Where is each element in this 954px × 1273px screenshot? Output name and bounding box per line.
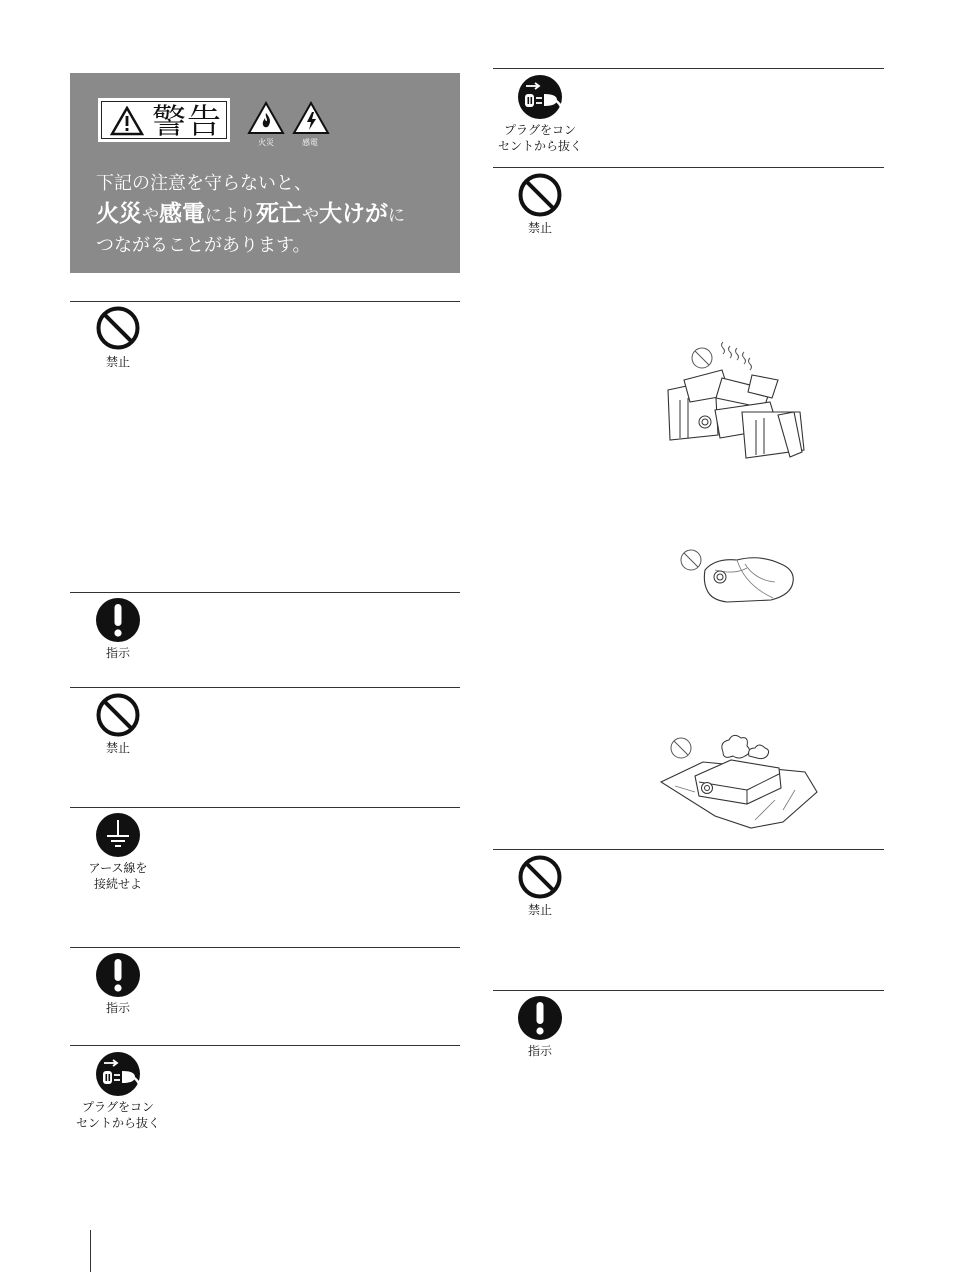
warning-banner [70, 73, 460, 273]
instruction-icon [517, 995, 563, 1041]
instruction-label: 指示 [105, 1001, 130, 1015]
section-divider [70, 1045, 460, 1046]
warning-line-2: 火災や感電により死亡や大けがに [96, 201, 405, 227]
warning-title: 警告 [152, 102, 222, 142]
unplug-label-line2: セントから抜く [497, 139, 582, 153]
page-margin-line [90, 1230, 91, 1272]
instruction-icon [95, 952, 141, 998]
instruction-label: 指示 [105, 646, 130, 660]
prohibited-icon [95, 692, 141, 738]
projector-covered-illustration [675, 540, 800, 610]
unplug-label-line2: セントから抜く [75, 1116, 160, 1130]
electric-shock-warning-icon [292, 101, 330, 135]
instruction-icon [95, 597, 141, 643]
section-divider [493, 849, 884, 850]
section-divider [70, 807, 460, 808]
section-divider [70, 947, 460, 948]
projector-on-carpet-illustration [655, 730, 820, 830]
section-divider [493, 68, 884, 69]
earth-label-line2: 接続せよ [93, 877, 142, 891]
section-divider [493, 167, 884, 168]
unplug-label-line1: プラグをコン [81, 1100, 154, 1114]
section-divider [70, 592, 460, 593]
warning-line-3: つながることがあります。 [96, 235, 311, 256]
warning-title-box [98, 98, 230, 142]
section-divider [493, 990, 884, 991]
earth-label-line1: アース線を [88, 861, 148, 875]
section-divider [70, 687, 460, 688]
shock-caption: 感電 [302, 138, 318, 147]
ground-earth-icon [95, 812, 141, 858]
prohibited-label: 禁止 [105, 741, 130, 755]
prohibited-icon [517, 172, 563, 218]
unplug-icon [95, 1051, 141, 1097]
projector-enclosed-illustration [660, 340, 810, 465]
fire-caption: 火災 [258, 138, 274, 147]
prohibited-label: 禁止 [105, 355, 130, 369]
prohibited-icon [95, 305, 141, 351]
unplug-icon [517, 74, 563, 120]
prohibited-label: 禁止 [527, 221, 552, 235]
instruction-label: 指示 [527, 1044, 552, 1058]
prohibited-label: 禁止 [527, 903, 552, 917]
unplug-label-line1: プラグをコン [503, 123, 576, 137]
prohibited-icon [517, 854, 563, 900]
section-divider [70, 301, 460, 302]
caution-triangle-icon [110, 106, 144, 136]
fire-warning-icon [247, 101, 285, 135]
warning-line-1: 下記の注意を守らないと、 [96, 173, 312, 194]
